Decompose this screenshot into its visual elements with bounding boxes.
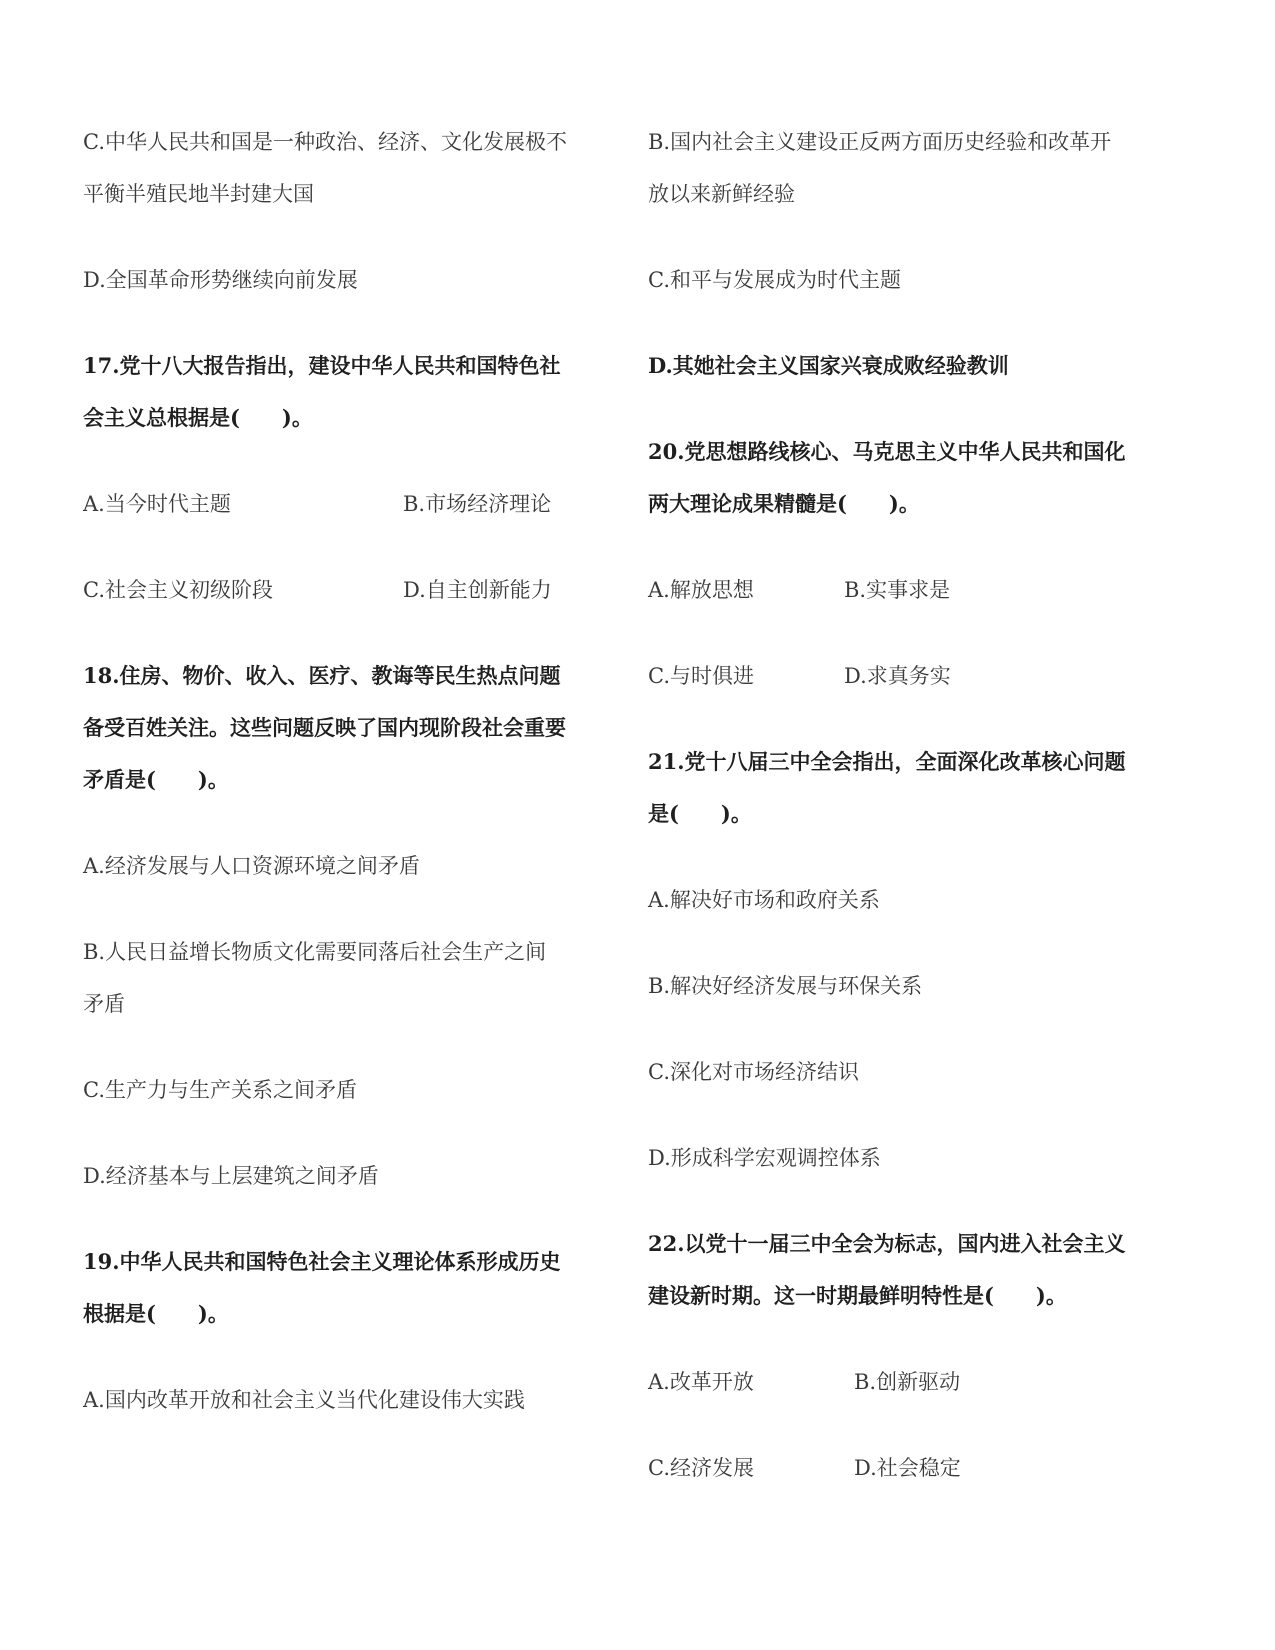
q20-stem-line1: 20.党思想路线核心、马克思主义中华人民共和国化 — [648, 439, 1126, 464]
q22-stem-line1: 22.以党十一届三中全会为标志，国内进入社会主义 — [648, 1231, 1126, 1256]
q18-option-b-line2: 矛盾 — [83, 992, 125, 1016]
q22-options-row1 — [648, 1356, 1168, 1408]
q21-stem-line2: 是( )。 — [648, 801, 752, 826]
q16-option-c-line1: C.中华人民共和国是一种政治、经济、文化发展极不 — [83, 130, 567, 154]
q21-option-d: D.形成科学宏观调控体系 — [648, 1146, 881, 1170]
q18-stem-line2: 备受百姓关注。这些问题反映了国内现阶段社会重要 — [83, 715, 566, 740]
q22-options-row2 — [648, 1442, 1168, 1494]
q20-options-row2 — [648, 650, 1168, 702]
q19-stem-line1: 19.中华人民共和国特色社会主义理论体系形成历史 — [83, 1249, 561, 1274]
q21-stem-line1: 21.党十八届三中全会指出，全面深化改革核心问题 — [648, 749, 1126, 774]
right-column — [648, 116, 1168, 1494]
q17-stem-line2: 会主义总根据是( )。 — [83, 405, 313, 430]
q19-option-c: C.和平与发展成为时代主题 — [648, 268, 901, 292]
q17-option-a: A.当今时代主题 — [83, 492, 231, 516]
q17-options-row2 — [83, 564, 603, 616]
left-column — [83, 116, 603, 1426]
q18-stem-line1: 18.住房、物价、收入、医疗、教诲等民生热点问题 — [83, 663, 561, 688]
q18-option-c: C.生产力与生产关系之间矛盾 — [83, 1078, 357, 1102]
q19-option-a: A.国内改革开放和社会主义当代化建设伟大实践 — [83, 1388, 525, 1412]
q17-option-c: C.社会主义初级阶段 — [83, 578, 273, 602]
q19-option-d: D.其她社会主义国家兴衰成败经验教训 — [648, 353, 1009, 378]
q17-stem-line1: 17.党十八大报告指出，建设中华人民共和国特色社 — [83, 353, 561, 378]
q22-option-a: A.改革开放 — [648, 1370, 754, 1394]
q20-options-row1 — [648, 564, 1168, 616]
q16-option-c-line2: 平衡半殖民地半封建大国 — [83, 182, 314, 206]
q22-option-b: B.创新驱动 — [854, 1370, 961, 1394]
q17-option-b: B.市场经济理论 — [403, 492, 552, 516]
q18-stem-line3: 矛盾是( )。 — [83, 767, 229, 792]
q22-option-c: C.经济发展 — [648, 1456, 754, 1480]
q21-option-a: A.解决好市场和政府关系 — [648, 888, 880, 912]
q22-option-d: D.社会稳定 — [854, 1456, 961, 1480]
q17-options-row1 — [83, 478, 603, 530]
q19-option-b-line2: 放以来新鲜经验 — [648, 182, 795, 206]
q17-option-d: D.自主创新能力 — [403, 578, 552, 602]
q20-option-d: D.求真务实 — [844, 664, 951, 688]
q21-option-b: B.解决好经济发展与环保关系 — [648, 974, 923, 998]
q21-option-c: C.深化对市场经济结识 — [648, 1060, 859, 1084]
q20-option-a: A.解放思想 — [648, 578, 754, 602]
q20-option-b: B.实事求是 — [844, 578, 951, 602]
q18-option-a: A.经济发展与人口资源环境之间矛盾 — [83, 854, 420, 878]
q19-stem-line2: 根据是( )。 — [83, 1301, 229, 1326]
q20-option-c: C.与时俱进 — [648, 664, 754, 688]
q19-option-b-line1: B.国内社会主义建设正反两方面历史经验和改革开 — [648, 130, 1112, 154]
q18-option-d: D.经济基本与上层建筑之间矛盾 — [83, 1164, 379, 1188]
q18-option-b-line1: B.人民日益增长物质文化需要同落后社会生产之间 — [83, 940, 547, 964]
q20-stem-line2: 两大理论成果精髓是( )。 — [648, 491, 920, 516]
q16-option-d: D.全国革命形势继续向前发展 — [83, 268, 358, 292]
q22-stem-line2: 建设新时期。这一时期最鲜明特性是( )。 — [648, 1283, 1067, 1308]
